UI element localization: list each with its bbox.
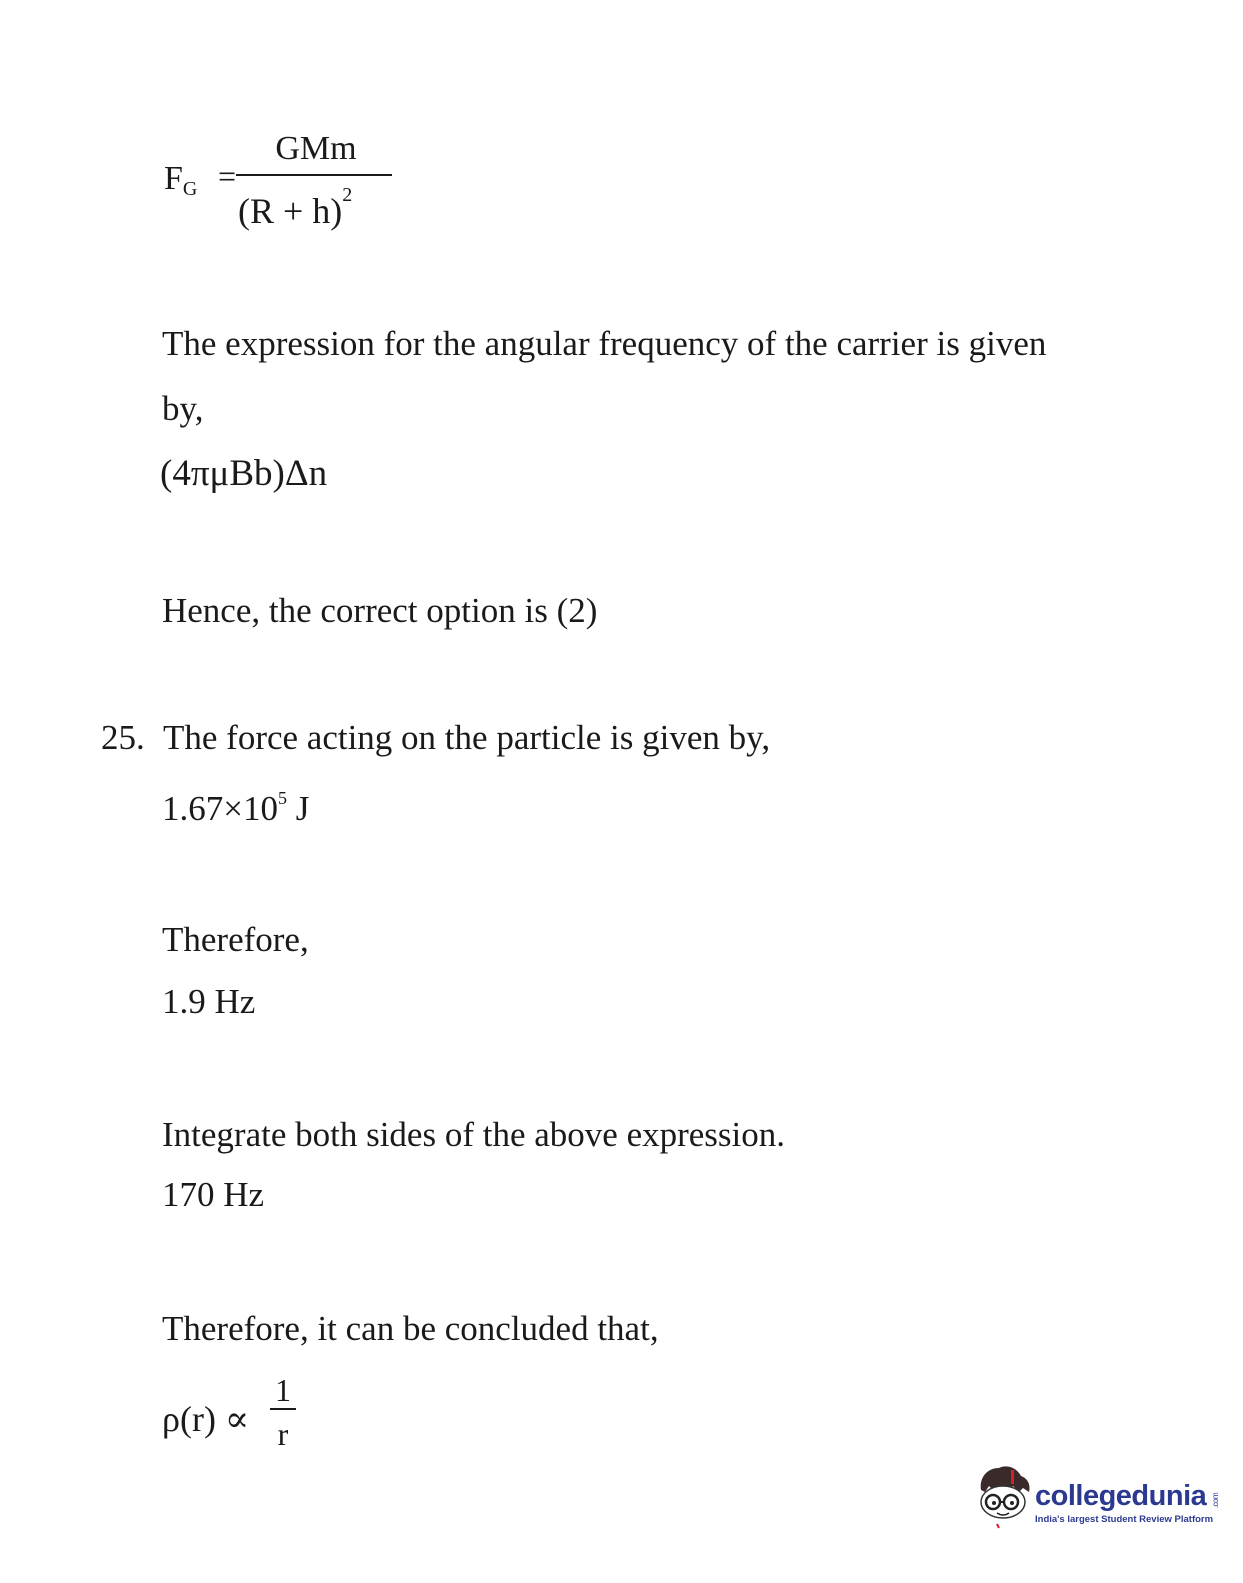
logo-tagline: India's largest Student Review Platform bbox=[1035, 1514, 1214, 1525]
integrate-instruction: Integrate both sides of the above expression. bbox=[162, 1115, 786, 1154]
gravitational-force-formula bbox=[164, 128, 394, 238]
paragraph-angular-frequency-cont: by, bbox=[162, 389, 204, 428]
frequency-value-1: 1.9 Hz bbox=[162, 982, 256, 1021]
collegedunia-logo bbox=[975, 1462, 1221, 1532]
force-value: $1.67\times 10^5$ J bbox=[162, 788, 310, 828]
question-number: 25. bbox=[101, 718, 145, 757]
formula-denominator: $(R + h)^2$ bbox=[238, 184, 353, 231]
mascot-icon bbox=[975, 1462, 1035, 1532]
therefore-label: Therefore, bbox=[162, 920, 309, 959]
fraction-bar bbox=[270, 1408, 296, 1410]
rho-lhs: ρ(r) ∝ bbox=[162, 1399, 250, 1439]
conclusion-statement: Therefore, it can be concluded that, bbox=[162, 1309, 659, 1348]
logo-brand-text: collegedunia .com bbox=[1035, 1480, 1221, 1512]
rho-numerator: 1 bbox=[275, 1372, 291, 1408]
formula-numerator: GMm bbox=[275, 130, 357, 167]
equals-sign: = bbox=[218, 158, 237, 194]
paragraph-angular-frequency: The expression for the angular frequency of the carrier is given bbox=[162, 324, 1047, 363]
correct-option-statement: Hence, the correct option is (2) bbox=[162, 591, 598, 630]
frequency-value-2: 170 Hz bbox=[162, 1175, 265, 1214]
rho-denominator: r bbox=[277, 1416, 289, 1452]
question-statement: The force acting on the particle is given by, bbox=[163, 718, 771, 757]
density-proportionality-formula bbox=[162, 1372, 322, 1462]
formula-lhs: $F_G$ bbox=[164, 160, 198, 200]
angular-frequency-expression: (4πμBb)Δn bbox=[160, 453, 328, 494]
fraction-bar bbox=[236, 174, 392, 176]
